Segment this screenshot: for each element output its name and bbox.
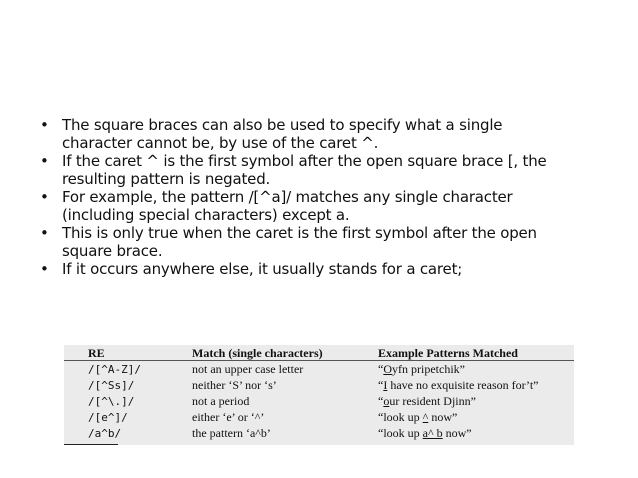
table-row: [64, 427, 574, 440]
header-match: Match (single characters): [192, 346, 323, 360]
example-match: ^: [422, 410, 429, 424]
cell-re: /a^b/: [88, 427, 122, 440]
example-match: I: [383, 378, 388, 392]
bullet-item: [40, 152, 600, 188]
example-text: “: [378, 362, 384, 376]
example-text: now”: [428, 410, 458, 424]
cell-example: [378, 395, 476, 408]
table-row: [64, 379, 574, 392]
bullet-item: [40, 188, 600, 224]
header-re: RE: [88, 346, 105, 360]
cell-match: either ‘e’ or ‘^’: [192, 410, 265, 424]
example-text: yfn pripetchik”: [392, 362, 465, 376]
table-row: [64, 363, 574, 376]
example-text: “look up: [378, 410, 423, 424]
bullet-line: For example, the pattern /[^a]/ matches any single character: [62, 188, 513, 206]
cell-match: not an upper case letter: [192, 362, 304, 376]
bullet-dot: •: [40, 116, 49, 134]
header-rule: [64, 360, 574, 361]
bullet-item: [40, 116, 600, 152]
cell-example: [378, 363, 465, 376]
cell-match: the pattern ‘a^b’: [192, 426, 271, 440]
example-text: “look up: [378, 426, 423, 440]
example-text: now”: [442, 426, 472, 440]
bullet-dot: •: [40, 188, 49, 206]
table-row: [64, 395, 574, 408]
regex-example-table: [64, 345, 574, 445]
cell-example: [378, 411, 457, 424]
example-text: have no exquisite reason for’t”: [387, 378, 539, 392]
bullet-line: If the caret ^ is the first symbol after the open square brace [, the: [62, 152, 547, 170]
bullet-line: (including special characters) except a.: [62, 206, 350, 224]
example-text: “: [378, 378, 384, 392]
table-row: [64, 411, 574, 424]
bullet-dot: •: [40, 224, 49, 242]
example-match: O: [383, 362, 392, 376]
bullet-line: If it occurs anywhere else, it usually stands for a caret;: [62, 260, 463, 278]
bullet-line: This is only true when the caret is the first symbol after the open: [62, 224, 537, 242]
bullet-item: [40, 260, 600, 278]
bullet-dot: •: [40, 152, 49, 170]
example-match: o: [383, 394, 390, 408]
cell-example: [378, 427, 472, 440]
footer-rule: [64, 444, 118, 445]
example-match: a^ b: [422, 426, 443, 440]
cell-example: [378, 379, 539, 392]
cell-match: not a period: [192, 394, 250, 408]
bullet-line: character cannot be, by use of the caret ^.: [62, 134, 379, 152]
example-text: ur resident Djinn”: [389, 394, 476, 408]
bullet-dot: •: [40, 260, 49, 278]
cell-re: /[^\.]/: [88, 395, 135, 408]
table-header-row: [64, 347, 574, 360]
bullet-item: [40, 224, 600, 260]
bullet-line: square brace.: [62, 242, 163, 260]
cell-re: /[^Ss]/: [88, 379, 135, 392]
example-text: “: [378, 394, 384, 408]
bullet-list: [40, 116, 600, 278]
bullet-line: resulting pattern is negated.: [62, 170, 271, 188]
cell-match: neither ‘S’ nor ‘s’: [192, 378, 277, 392]
cell-re: /[^A-Z]/: [88, 363, 141, 376]
cell-re: /[e^]/: [88, 411, 128, 424]
bullet-line: The square braces can also be used to specify what a single: [62, 116, 503, 134]
header-examples: Example Patterns Matched: [378, 346, 518, 360]
